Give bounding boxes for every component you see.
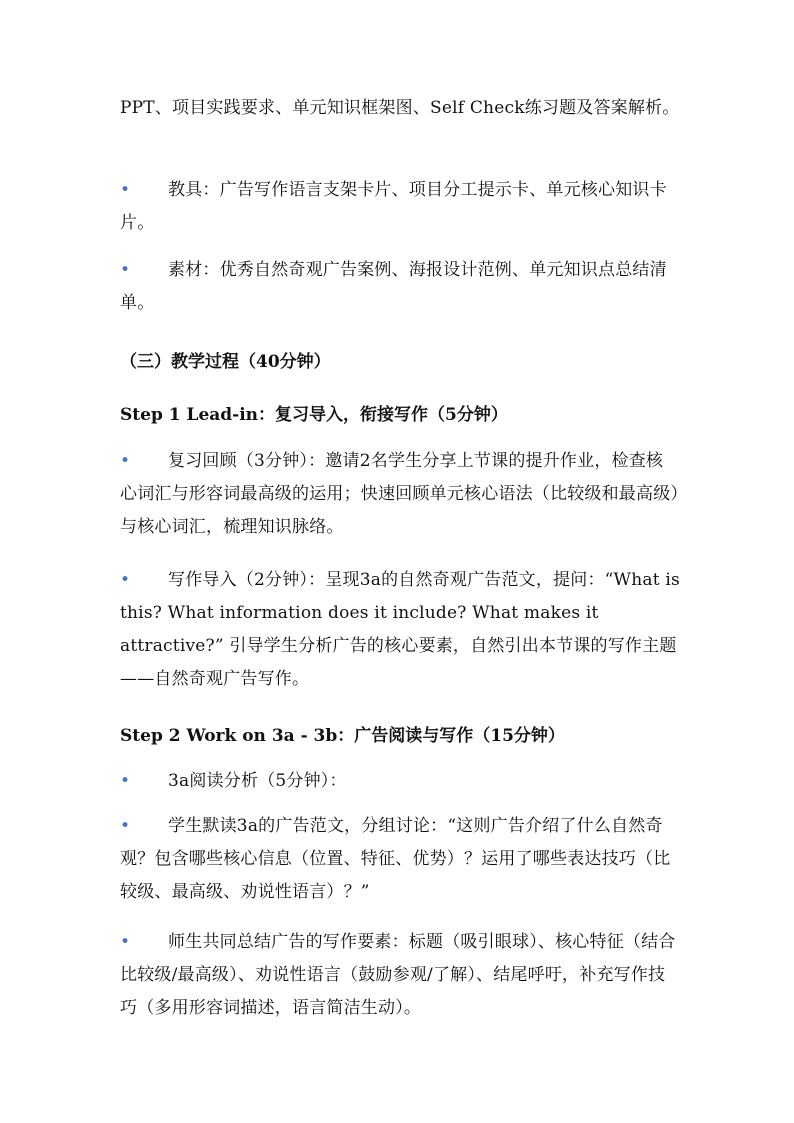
list-item-text: 写作导入（2分钟）：呈现3a的自然奇观广告范文，提问：“What is this? What information does it include? What makes it attractive?” 引导学生分析广告的核心要素，自然引出本节课的写作主题——自然奇观广告写作。 xyxy=(120,570,680,689)
list-item-materials xyxy=(120,254,680,320)
bullet-icon: • xyxy=(120,260,131,280)
bullet-icon: • xyxy=(120,180,131,200)
list-item-review xyxy=(120,445,680,544)
step2-heading: Step 2 Work on 3a - 3b：广告阅读与写作（15分钟） xyxy=(120,726,565,746)
list-item-teaching-aids xyxy=(120,174,680,240)
list-item-text: 复习回顾（3分钟）：邀请2名学生分享上节课的提升作业，检查核心词汇与形容词最高级的运用；快速回顾单元核心语法（比较级和最高级）与核心词汇，梳理知识脉络。 xyxy=(120,451,680,537)
bullet-icon: • xyxy=(120,451,131,471)
list-item-silent-reading xyxy=(120,810,680,909)
list-item-text: 素材：优秀自然奇观广告案例、海报设计范例、单元知识点总结清单。 xyxy=(120,260,667,313)
bullet-icon: • xyxy=(120,771,131,791)
list-item-summary xyxy=(120,926,680,1025)
section-heading-teaching-process: （三）教学过程（40分钟） xyxy=(120,352,331,372)
list-item-3a-analysis xyxy=(120,765,680,798)
list-item-text: 师生共同总结广告的写作要素：标题（吸引眼球）、核心特征（结合比较级/最高级）、劝说性语言（鼓励参观/了解）、结尾呼吁，补充写作技巧（多用形容词描述，语言简洁生动）。 xyxy=(120,932,676,1018)
list-item-text: 学生默读3a的广告范文，分组讨论：“这则广告介绍了什么自然奇观？包含哪些核心信息（位置、特征、优势）？运用了哪些表达技巧（比较级、最高级、劝说性语言）？” xyxy=(120,816,671,902)
step1-heading: Step 1 Lead-in：复习导入，衔接写作（5分钟） xyxy=(120,405,508,425)
list-item-text: 教具：广告写作语言支架卡片、项目分工提示卡、单元核心知识卡片。 xyxy=(120,180,667,233)
list-item-text: 3a阅读分析（5分钟）： xyxy=(168,771,347,791)
bullet-icon: • xyxy=(120,816,131,836)
list-item-writing-lead-in xyxy=(120,564,680,696)
materials-paragraph: PPT、项目实践要求、单元知识框架图、Self Check练习题及答案解析。 xyxy=(120,98,680,118)
bullet-icon: • xyxy=(120,932,131,952)
bullet-icon: • xyxy=(120,570,131,590)
